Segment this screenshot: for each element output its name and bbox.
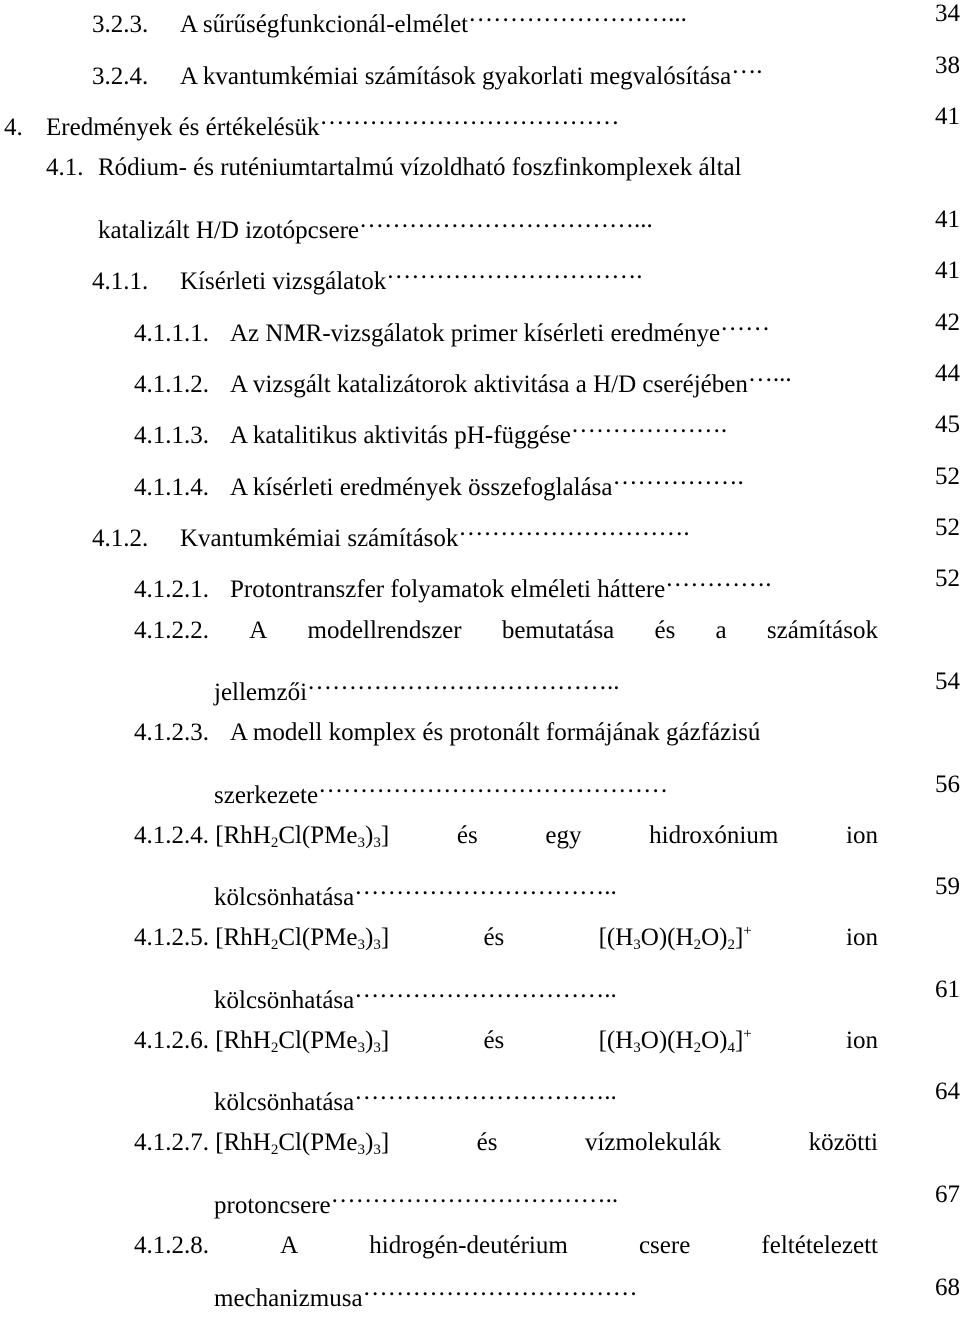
toc-entry [134,613,878,649]
toc-leader: ………………………….. [354,1078,617,1105]
toc-leader: ……………………………… [319,103,620,130]
toc-number: 4.1.2. [92,525,149,552]
toc-title-word: és [483,924,505,951]
toc-number: 4. [4,114,23,141]
toc-title: A katalitikus aktivitás pH-függése [230,422,571,449]
toc-entry-head [134,818,389,854]
toc-entry [134,459,744,501]
toc-entry-continuation [214,1074,617,1116]
toc-entry-continuation [214,869,617,911]
toc-title: kölcsönhatása [214,884,355,911]
toc-title-word: bemutatása [501,617,615,644]
toc-leader: …………………………………… [318,771,669,798]
toc-entry [92,0,687,38]
toc-page-number: 61 [935,976,960,1003]
toc-title: A vizsgált katalizátorok aktivitása a H/D cseréjében [230,371,748,398]
toc-title: kölcsönhatása [214,987,355,1014]
chemical-formula: $[(H_3O)(H_2O)_2]^+$ [598,923,752,953]
toc-entry [134,305,771,347]
toc-entry [134,920,878,956]
chemical-formula: $[(H_3O)(H_2O)_4]^+$ [598,1026,752,1056]
toc-title-word: számítások [766,617,878,644]
toc-title: Ródium- és ruténiumtartalmú vízoldható foszfinkomplexek által [98,154,742,181]
toc-leader: ……………………………... [359,206,653,233]
toc-number: 4.1.1.2. [134,371,209,398]
toc-number: 4.1. [46,154,84,181]
toc-title-word: csere [638,1232,691,1259]
toc-page-number: 59 [935,873,960,900]
toc-number: 4.1.1.1. [134,320,209,347]
toc-title: A kísérleti eredmények összefoglalása [230,474,613,501]
toc-title: A modell komplex és protonált formájának gázfázisú [230,719,761,746]
toc-entry-head [134,1023,389,1059]
toc-number: 4.1.1. [92,268,149,295]
toc-title-word: és [456,822,478,849]
toc-title-word: ion [846,822,878,849]
toc-entry [134,1228,878,1264]
toc-page-number: 68 [935,1274,960,1301]
toc-leader: ………………. [570,411,728,438]
toc-title-word: vízmolekulák [584,1129,722,1156]
toc-title-word: feltételezett [761,1232,878,1259]
toc-number: 4.1.2.3. [134,719,209,746]
toc-leader: ……………. [612,463,744,490]
toc-leader: ………………………….. [354,976,617,1003]
toc-number: 3.2.4. [92,63,149,90]
toc-page-number: 56 [935,771,960,798]
toc-title: szerkezete [214,782,319,809]
toc-title-word: A [249,617,268,644]
toc-leader: …………………………… [362,1274,638,1301]
toc-title-word: hidrogén-deutérium [369,1232,568,1259]
toc-leader: ……………………... [468,0,687,27]
toc-title: Kvantumkémiai számítások [180,525,459,552]
toc-entry-continuation [214,767,669,809]
toc-title: A kvantumkémiai számítások gyakorlati megvalósítása [180,63,732,90]
toc-entry [46,150,742,186]
toc-entry [134,561,772,603]
toc-entry [92,253,643,295]
chemical-formula: $[RhH_2Cl(PMe_3)_3]$ [215,1027,390,1056]
toc-number: 3.2.3. [92,11,149,38]
toc-number: 4.1.2.4. [134,822,209,849]
toc-entry [4,99,620,141]
toc-entry [92,48,763,90]
toc-title-word: és [483,1027,505,1054]
toc-leader: ………………………….. [354,873,617,900]
toc-entry-continuation [214,1177,619,1219]
toc-entry [134,356,792,398]
toc-page-number: 41 [935,257,960,284]
toc-page-number: 52 [935,463,960,490]
toc-page-number: 42 [935,309,960,336]
chemical-formula: $[RhH_2Cl(PMe_3)_3]$ [215,1129,390,1158]
toc-title-word: A [280,1232,299,1259]
toc-number: 4.1.2.5. [134,924,209,951]
toc-number: 4.1.1.3. [134,422,209,449]
toc-title: Kísérleti vizsgálatok [180,268,387,295]
toc-page-number: 34 [935,0,960,27]
chemical-formula: $[RhH_2Cl(PMe_3)_3]$ [215,822,390,851]
toc-page-number: 64 [935,1078,960,1105]
toc-entry-continuation [214,664,620,706]
toc-entry [92,510,690,552]
toc-page-number: 52 [935,514,960,541]
toc-leader: ………………………. [458,514,690,541]
toc-title: A sűrűségfunkcionál-elmélet [180,11,469,38]
toc-title: kölcsönhatása [214,1089,355,1116]
toc-entry-continuation [214,972,617,1014]
toc-entry [134,715,760,751]
toc-entry-head [134,920,389,956]
toc-leader: …………. [665,565,772,592]
toc-number: 4.1.2.7. [134,1129,209,1156]
toc-entry [134,1023,878,1059]
toc-page-number: 45 [935,411,960,438]
toc-title-word: ion [846,1027,878,1054]
toc-page-number: 54 [935,668,960,695]
toc-title: jellemzői [214,679,308,706]
toc-title: protoncsere [214,1192,331,1219]
toc-number: 4.1.2.1. [134,576,209,603]
toc-title-word: hidroxónium [649,822,779,849]
chemical-formula: $[RhH_2Cl(PMe_3)_3]$ [215,924,390,953]
toc-number: 4.1.2.8. [134,1232,209,1259]
toc-page-number: 44 [935,360,960,387]
toc-entry-head [134,1125,389,1161]
toc-page-number: 41 [935,103,960,130]
toc-page-number: 52 [935,565,960,592]
toc-leader: …... [747,360,792,387]
toc-entry-continuation [98,202,653,244]
toc-leader: …………………………. [386,257,643,284]
toc-page-number: 38 [935,52,960,79]
toc-title: katalizált H/D izotópcsere [98,217,359,244]
toc-title-word: és [654,617,676,644]
toc-title-word: modellrendszer [307,617,462,644]
toc-entry [134,1125,878,1161]
toc-title-word: ion [846,924,878,951]
toc-title: Az NMR-vizsgálatok primer kísérleti eredménye [230,320,721,347]
toc-number: 4.1.2.2. [134,617,209,644]
toc-title-word: a [715,617,727,644]
toc-title: Protontranszfer folyamatok elméleti háttere [230,576,666,603]
toc-entry [134,818,878,854]
toc-leader: …… [720,309,771,336]
toc-number: 4.1.1.4. [134,474,209,501]
toc-title: mechanizmusa [214,1285,363,1312]
toc-page-number: 41 [935,206,960,233]
toc-page-number: 67 [935,1181,960,1208]
toc-leader: …………………………….. [330,1181,619,1208]
toc-entry-continuation [214,1270,638,1312]
toc-entry [134,407,728,449]
toc-number: 4.1.2.6. [134,1027,209,1054]
toc-title-word: egy [545,822,582,849]
toc-title: Eredmények és értékelésük [46,114,320,141]
toc-title-word: és [476,1129,498,1156]
toc-leader: ……………………………….. [307,668,620,695]
toc-title-word: közötti [808,1129,878,1156]
toc-leader: …. [731,52,763,79]
